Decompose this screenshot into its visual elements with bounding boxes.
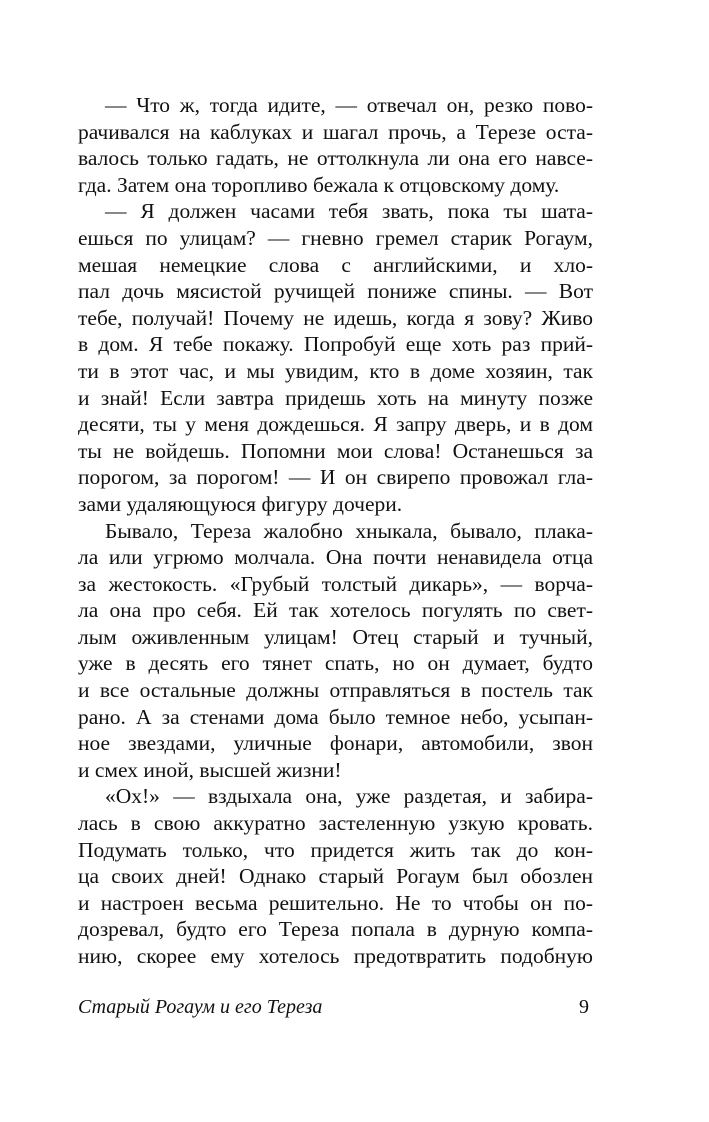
page-footer <box>78 993 593 1021</box>
text-line: мешая немецкие слова с английскими, и хло- <box>78 252 593 277</box>
text-line: за жестокость. «Грубый толстый дикарь», — ворча- <box>78 571 593 596</box>
text-line: ла или угрюмо молчала. Она почти ненавидела отца <box>78 545 593 570</box>
text-line: ти в этот час, и мы увидим, кто в доме хозяин, так <box>78 358 593 383</box>
text-line: — Я должен часами тебя звать, пока ты шата- <box>105 199 593 224</box>
text-line: дозревал, будто его Тереза попала в дурную компа- <box>78 917 593 942</box>
text-line: порогом, за порогом! — И он свирепо провожал гла- <box>78 465 593 490</box>
text-line: ла она про себя. Ей так хотелось погулять по свет- <box>78 598 593 623</box>
text-line: ца своих дней! Однако старый Рогаум был обозлен <box>78 864 593 889</box>
text-line: гда. Затем она торопливо бежала к отцовскому дому. <box>78 172 560 197</box>
text-line: десяти, ты у меня дождешься. Я запру дверь, и в дом <box>78 412 593 437</box>
text-line: зами удаляющуюся фигуру дочери. <box>78 491 403 516</box>
text-line: Бывало, Тереза жалобно хныкала, бывало, плака- <box>105 518 593 543</box>
text-line: и смех иной, высшей жизни! <box>78 757 342 782</box>
text-line: — Что ж, тогда идите, — отвечал он, резко пово- <box>105 93 593 117</box>
text-line: «Ох!» — вздыхала она, уже раздетая, и забира- <box>105 784 593 809</box>
text-line: рано. А за стенами дома было темное небо, усыпан- <box>78 704 593 729</box>
text-line: ты не войдешь. Попомни мои слова! Останешься за <box>78 438 593 463</box>
text-line: валось только гадать, не оттолкнула ли она его навсе- <box>78 146 593 171</box>
text-line: ное звездами, уличные фонари, автомобили, звон <box>78 731 593 756</box>
text-line: лым оживленным улицам! Отец старый и тучный, <box>78 624 593 649</box>
text-line: в дом. Я тебе покажу. Попробуй еще хоть раз прий- <box>78 332 593 357</box>
text-line: Подумать только, что придется жить так до кон- <box>78 837 593 862</box>
text-line: лась в свою аккуратно застеленную узкую кровать. <box>78 811 593 836</box>
text-line: рачивался на каблуках и шагал прочь, а Терезе оста- <box>78 119 593 144</box>
text-line: нию, скорее ему хотелось предотвратить подобную <box>78 944 593 968</box>
body-text <box>78 92 593 970</box>
text-line: и знай! Если завтра придешь хоть на минуту позже <box>78 385 593 410</box>
page-number: 9 <box>579 996 589 1018</box>
text-line: и настроен весьма решительно. Не то чтобы он по- <box>78 890 593 915</box>
text-line: ешься по улицам? — гневно гремел старик Рогаум, <box>78 225 593 250</box>
text-line: уже в десять его тянет спать, но он думает, будто <box>78 651 593 676</box>
text-line: тебе, получай! Почему не идешь, когда я зову? Живо <box>78 305 593 330</box>
text-line: и все остальные должны отправляться в постель так <box>78 678 593 703</box>
running-title: Старый Рогаум и его Тереза <box>78 996 323 1018</box>
text-line: пал дочь мясистой ручищей пониже спины. — Вот <box>78 279 593 304</box>
